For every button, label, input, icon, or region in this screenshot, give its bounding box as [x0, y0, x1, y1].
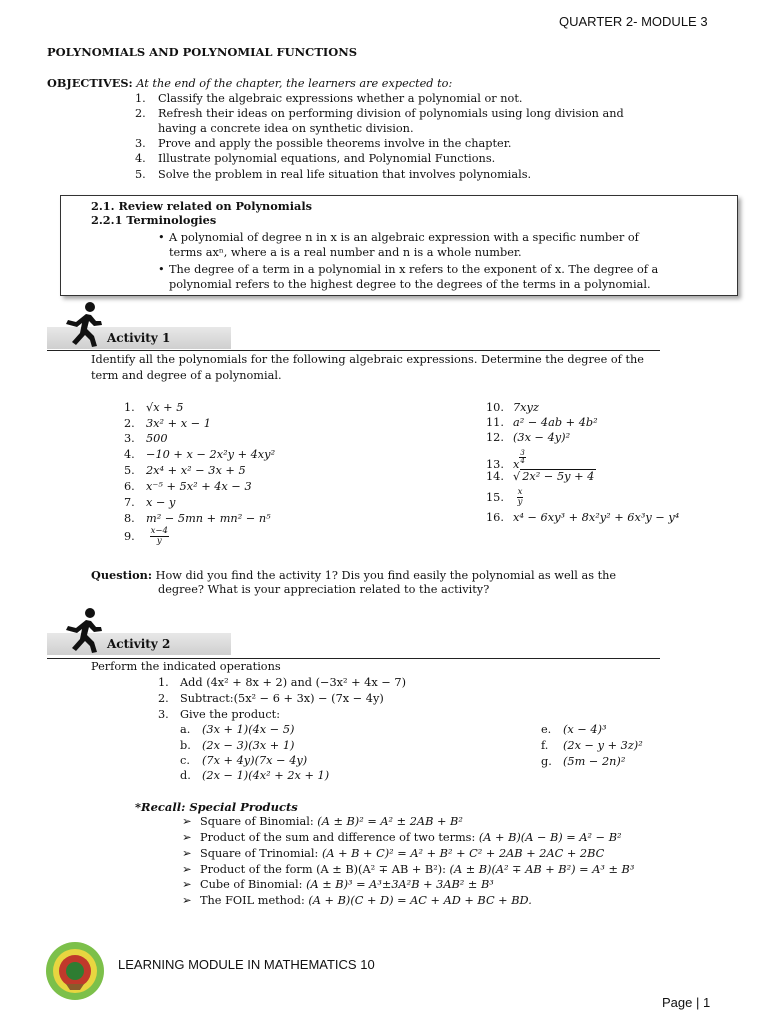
terminologies-heading: 2.2.1 Terminologies	[91, 213, 217, 227]
recall-item: ➢ Square of Trinomial: (A + B + C)² = A² + B² + C² + 2AB + 2AC + 2BC	[182, 847, 605, 860]
question-line: degree? What is your appreciation related to the activity?	[158, 583, 490, 596]
arrow-bullet-icon: ➢	[182, 815, 192, 828]
operation-item: 1. Add (4x² + 8x + 2) and (−3x² + 4x − 7)	[158, 676, 406, 689]
recall-item: ➢ Cube of Binomial: (A ± B)³ = A³±3A²B + 3AB² ± B³	[182, 878, 494, 891]
product-item: c. (7x + 4y)(7x − 4y)	[180, 754, 308, 767]
expression-item: 7. x − y	[124, 496, 176, 509]
expression-item: 3. 500	[124, 432, 168, 445]
operation-item: 3. Give the product:	[158, 708, 281, 721]
question-label: Question:	[91, 568, 153, 582]
school-seal-icon	[44, 940, 106, 1002]
running-person-icon	[56, 300, 104, 348]
footer-module-title: LEARNING MODULE IN MATHEMATICS 10	[118, 957, 375, 972]
expression-item: 12. (3x − 4y)²	[486, 431, 571, 444]
recall-item: ➢ Square of Binomial: (A ± B)² = A² ± 2AB + B²	[182, 815, 463, 828]
review-heading: 2.1. Review related on Polynomials	[91, 199, 313, 213]
bullet-text: terms axⁿ, where a is a real number and n is a whole number.	[169, 246, 522, 259]
bullet-text: The degree of a term in a polynomial in x refers to the exponent of x. The degree of a	[169, 263, 659, 276]
page-title: POLYNOMIALS AND POLYNOMIAL FUNCTIONS	[47, 45, 358, 59]
product-item: g. (5m − 2n)²	[541, 755, 626, 768]
expression-item: 6. x⁻⁵ + 5x² + 4x − 3	[124, 480, 252, 493]
expression-item: 9. $\frac{x-4}{y}$	[124, 526, 168, 546]
activity-1-label: Activity 1	[107, 331, 171, 345]
product-item: d. (2x − 1)(4x² + 2x + 1)	[180, 769, 330, 782]
arrow-bullet-icon: ➢	[182, 863, 192, 876]
arrow-bullet-icon: ➢	[182, 878, 192, 891]
expression-item: 10. 7xyz	[486, 401, 539, 414]
activity-1-instruction: term and degree of a polynomial.	[91, 369, 282, 382]
arrow-bullet-icon: ➢	[182, 894, 192, 907]
recall-title: *Recall: Special Products	[135, 800, 298, 814]
objectives-label: OBJECTIVES:	[47, 76, 133, 90]
expression-item: 5. 2x⁴ + x² − 3x + 5	[124, 464, 246, 477]
bullet-icon: •	[158, 231, 165, 244]
expression-item: 11. a² − 4ab + 4b²	[486, 416, 598, 429]
bullet-text: A polynomial of degree n in x is an algebraic expression with a specific number of	[169, 231, 639, 244]
divider	[47, 658, 660, 659]
activity-1-instruction: Identify all the polynomials for the following algebraic expressions. Determine the degree of the	[91, 353, 644, 366]
expression-item: 1. √x + 5	[124, 401, 184, 414]
product-item: b. (2x − 3)(3x + 1)	[180, 739, 295, 752]
review-box	[60, 195, 738, 296]
operation-item: 2. Subtract:(5x² − 6 + 3x) − (7x − 4y)	[158, 692, 384, 705]
expression-item: 2. 3x² + x − 1	[124, 417, 211, 430]
arrow-bullet-icon: ➢	[182, 847, 192, 860]
expression-item: 13. x $\frac{3}{4}$	[486, 449, 525, 471]
activity-2-instruction: Perform the indicated operations	[91, 660, 281, 673]
objectives-line	[47, 76, 452, 90]
bullet-text: polynomial refers to the highest degree to the degrees of the terms in a polynomial.	[169, 278, 651, 291]
divider	[47, 350, 660, 351]
expression-item: 15. $\frac{x}{y}$	[486, 487, 523, 507]
bullet-icon: •	[158, 263, 165, 276]
expression-item: 4. −10 + x − 2x²y + 4xy²	[124, 448, 276, 461]
expression-item: 16. x⁴ − 6xy³ + 8x²y² + 6x³y − y⁴	[486, 511, 680, 524]
product-item: f. (2x − y + 3z)²	[541, 739, 643, 752]
page-number: Page | 1	[662, 995, 711, 1010]
objectives-intro: At the end of the chapter, the learners are expected to:	[136, 77, 453, 90]
expression-item: 8. m² − 5mn + mn² − n⁵	[124, 512, 271, 525]
module-header: QUARTER 2- MODULE 3	[559, 14, 708, 29]
recall-item: ➢ The FOIL method: (A + B)(C + D) = AC + AD + BC + BD.	[182, 894, 532, 907]
expression-item: 14. √ 2x² − 5y + 4	[486, 470, 595, 483]
question-line: Question: How did you find the activity 1? Dis you find easily the polynomial as well as the	[91, 568, 617, 582]
recall-item: ➢ Product of the sum and difference of two terms: (A + B)(A − B) = A² − B²	[182, 831, 622, 844]
recall-item: ➢ Product of the form (A ± B)(A² ∓ AB + B²): (A ± B)(A² ∓ AB + B²) = A³ ± B³	[182, 863, 635, 876]
running-person-icon	[56, 606, 104, 654]
product-item: a. (3x + 1)(4x − 5)	[180, 723, 295, 736]
activity-2-label: Activity 2	[107, 637, 171, 651]
arrow-bullet-icon: ➢	[182, 831, 192, 844]
product-item: e. (x − 4)³	[541, 723, 607, 736]
